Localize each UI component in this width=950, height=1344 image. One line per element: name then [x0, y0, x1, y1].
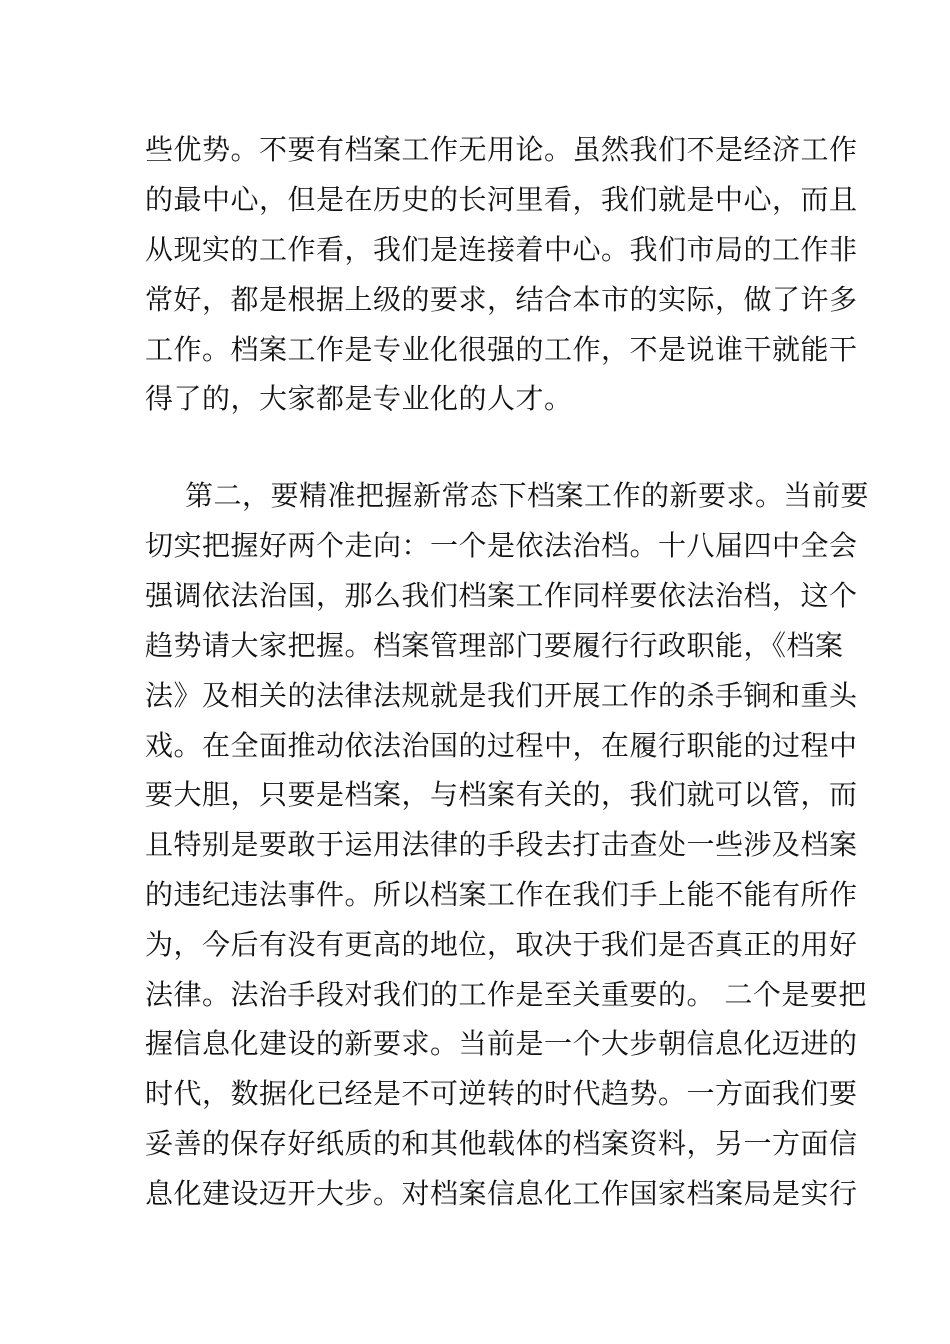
paragraph-2-line: 妥善的保存好纸质的和其他载体的档案资料，另一方面信 [145, 1127, 858, 1160]
paragraph-2-line: 为，今后有没有更高的地位，取决于我们是否真正的用好 [145, 928, 858, 961]
paragraph-2-line: 戏。在全面推动依法治国的过程中，在履行职能的过程中 [145, 729, 858, 762]
paragraph-2-line: 握信息化建设的新要求。当前是一个大步朝信息化迈进的 [145, 1027, 858, 1060]
paragraph-2-line: 切实把握好两个走向：一个是依法治档。十八届四中全会 [145, 529, 858, 562]
paragraph-2-line: 法律。法治手段对我们的工作是至关重要的。 二个是要把 [145, 978, 867, 1011]
paragraph-2-line: 的违纪违法事件。所以档案工作在我们手上能不能有所作 [145, 878, 858, 911]
paragraph-1-line: 些优势。不要有档案工作无用论。虽然我们不是经济工作 [145, 133, 858, 166]
paragraph-2-line: 要大胆，只要是档案，与档案有关的，我们就可以管，而 [145, 778, 858, 811]
paragraph-1-line: 常好，都是根据上级的要求，结合本市的实际，做了许多 [145, 283, 858, 316]
paragraph-2-line: 且特别是要敢于运用法律的手段去打击查处一些涉及档案 [145, 828, 858, 861]
paragraph-2-line: 趋势请大家把握。档案管理部门要履行行政职能，《档案 [145, 629, 844, 662]
paragraph-2-line: 第二，要精准把握新常态下档案工作的新要求。当前要 [185, 479, 870, 512]
paragraph-1-line: 工作。档案工作是专业化很强的工作，不是说谁干就能干 [145, 333, 858, 366]
paragraph-1-line: 从现实的工作看，我们是连接着中心。我们市局的工作非 [145, 233, 858, 266]
paragraph-2-line: 强调依法治国，那么我们档案工作同样要依法治档，这个 [145, 579, 858, 612]
paragraph-2-line: 息化建设迈开大步。对档案信息化工作国家档案局是实行 [145, 1177, 858, 1210]
paragraph-2-line: 时代，数据化已经是不可逆转的时代趋势。一方面我们要 [145, 1077, 858, 1110]
paragraph-1-line: 的最中心，但是在历史的长河里看，我们就是中心，而且 [145, 183, 858, 216]
paragraph-1-line: 得了的，大家都是专业化的人才。 [145, 382, 573, 415]
paragraph-2-line: 法》及相关的法律法规就是我们开展工作的杀手锏和重头 [145, 679, 858, 712]
